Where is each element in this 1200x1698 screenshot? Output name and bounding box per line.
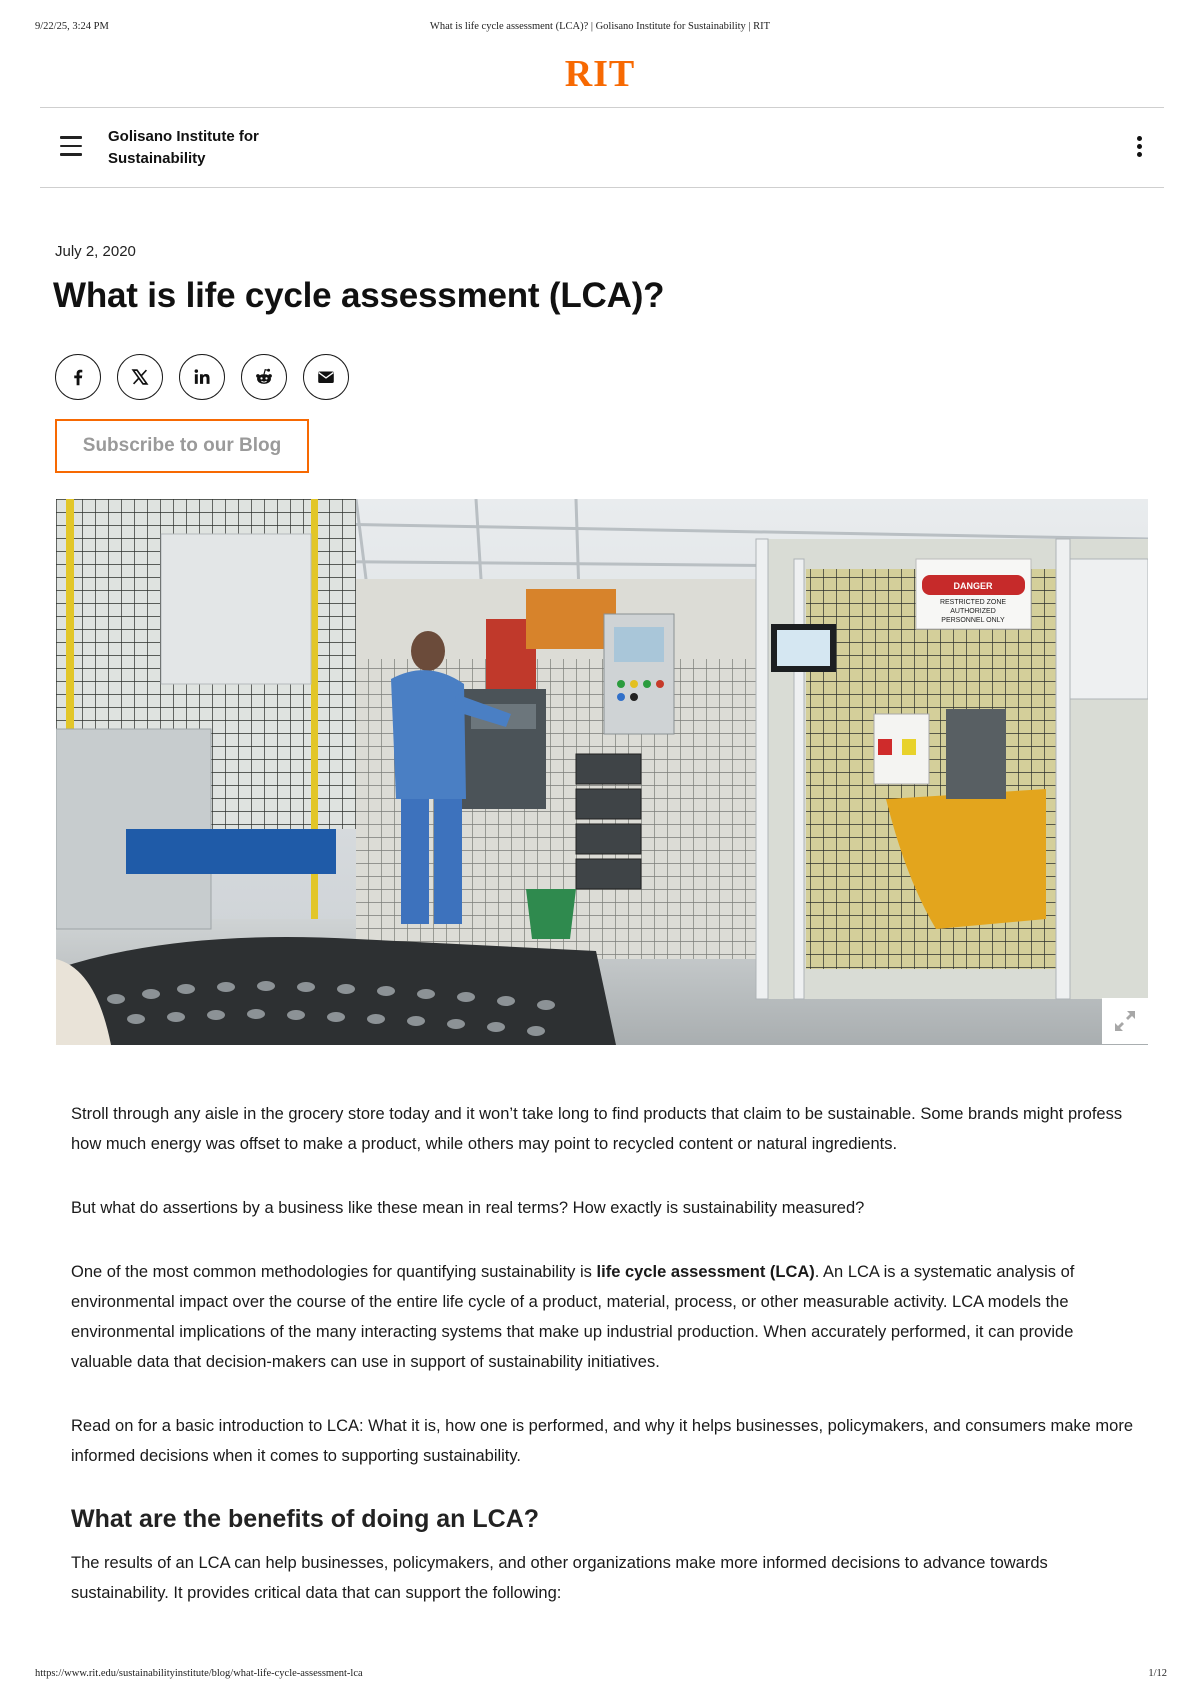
article-paragraph-5: The results of an LCA can help businesses, policymakers, and other organizations make more informed decisions to advance towards sustainability. It provides critical data that can support the following: [71, 1554, 1048, 1602]
linkedin-icon [191, 366, 213, 388]
print-url: https://www.rit.edu/sustainabilityinstitute/blog/what-life-cycle-assessment-lca [35, 1668, 363, 1679]
danger-sign-line1: DANGER [953, 581, 993, 591]
header-divider-top [40, 107, 1164, 108]
header-divider-bottom [40, 187, 1164, 188]
article-body [71, 1099, 1133, 1642]
p3-text-after: . An LCA is a systematic analysis of environmental impact over the course of the entire life cycle of a product, material, process, or other measurable activity. LCA models the environmental implications of the many interacting systems that make up industrial production. When accurately performed, it can provide valuable data that decision-makers can use in support of sustainability initiatives. [71, 1263, 1075, 1371]
site-name-link[interactable] [108, 126, 308, 170]
article-paragraph-4: Read on for a basic introduction to LCA: What it is, how one is performed, and why it helps businesses, policymakers, and consumers make more informed decisions when it comes to supporting sustainability. [71, 1417, 1134, 1465]
danger-sign-line4: PERSONNEL ONLY [941, 617, 1005, 624]
lca-term: life cycle assessment (LCA) [596, 1263, 815, 1281]
email-icon [315, 366, 337, 388]
article-paragraph-2: But what do assertions by a business like these mean in real terms? How exactly is sustainability measured? [71, 1199, 865, 1217]
hero-image [56, 499, 1148, 1045]
factory-photo [56, 499, 1148, 1045]
reddit-icon [253, 366, 275, 388]
article-paragraph-1: Stroll through any aisle in the grocery store today and it won’t take long to find products that claim to be sustainable. Some brands might profess how much energy was offset to make a product, while others may point to recycled content or natural ingredients. [71, 1105, 1123, 1153]
expand-icon [1112, 1008, 1138, 1034]
article-paragraph-3 [71, 1257, 1133, 1377]
print-page-number: 1/12 [1148, 1668, 1167, 1679]
share-x-button[interactable] [117, 354, 163, 400]
expand-image-button[interactable] [1102, 998, 1148, 1044]
share-buttons [55, 354, 349, 400]
share-reddit-button[interactable] [241, 354, 287, 400]
share-linkedin-button[interactable] [179, 354, 225, 400]
danger-sign [916, 559, 1031, 629]
subscribe-button[interactable]: Subscribe to our Blog [55, 419, 309, 473]
share-email-button[interactable] [303, 354, 349, 400]
print-doc-title: What is life cycle assessment (LCA)? | Golisano Institute for Sustainability | RIT [429, 21, 771, 32]
rit-logo[interactable]: RIT [564, 53, 636, 95]
article-date: July 2, 2020 [55, 243, 136, 260]
print-header [0, 21, 1200, 37]
site-name-line2: Sustainability [108, 150, 206, 167]
danger-sign-line2: RESTRICTED ZONE [939, 599, 1007, 606]
print-datetime: 9/22/25, 3:24 PM [35, 21, 109, 32]
hamburger-menu-icon[interactable] [60, 136, 84, 156]
x-icon [129, 366, 151, 388]
site-name-line1: Golisano Institute for [108, 128, 259, 145]
vertical-ellipsis-icon[interactable] [1134, 136, 1144, 160]
share-facebook-button[interactable] [55, 354, 101, 400]
section-heading-benefits: What are the benefits of doing an LCA? [71, 1505, 540, 1533]
p3-text-before: One of the most common methodologies for quantifying sustainability is [71, 1263, 597, 1281]
page-title: What is life cycle assessment (LCA)? [53, 276, 665, 315]
facebook-icon [67, 366, 89, 388]
danger-sign-line3: AUTHORIZED [950, 608, 996, 615]
